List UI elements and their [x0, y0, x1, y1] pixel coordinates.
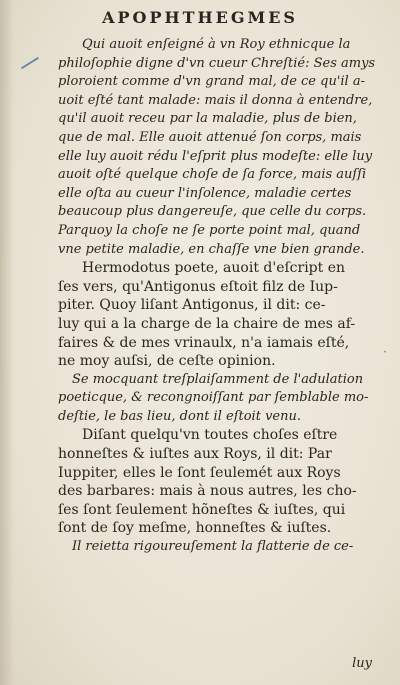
text-line: Iuppiter, elles le ſont ſeulemét aux Roys: [58, 464, 341, 481]
text-line: Diſant quelqu'vn toutes choſes eſtre: [82, 427, 338, 444]
text-line: des barbares: mais à nous autres, les cho-: [58, 483, 357, 500]
text-line: Parquoy la choſe ne ſe porte point mal, quand: [58, 222, 361, 238]
text-line: Se mocquant treſplaiſamment de l'adulation: [72, 371, 364, 387]
text-line: poeticque, & recongnoiſſant par ſemblable mo-: [58, 390, 369, 406]
text-line: qu'il auoit receu par la maladie, plus de bien,: [58, 111, 357, 127]
text-line: philoſophie digne d'vn cueur Chreſtié: Ses amys: [58, 55, 376, 71]
running-header: APOPHTHEGMES: [102, 8, 298, 27]
margin-mark: ·: [383, 345, 388, 360]
text-line: elle oſta au cueur l'inſolence, maladie certes: [58, 185, 352, 201]
text-line: ſont de ſoy meſme, honneſtes & iuſtes.: [58, 520, 332, 537]
text-line: piter. Quoy liſant Antigonus, il dit: ce-: [58, 297, 326, 314]
text-line: luy qui a la charge de la chaire de mes af-: [58, 315, 356, 332]
text-line: que de mal. Elle auoit attenué ſon corps, mais: [58, 129, 362, 145]
text-line: Il reietta rigoureuſement la flatterie de ce-: [72, 539, 354, 555]
ink-pen-mark: [21, 57, 39, 69]
text-line: vne petite maladie, en chaſſe vne bien grande.: [58, 241, 365, 257]
text-line: ploroient comme d'vn grand mal, de ce qu'il a-: [58, 74, 365, 90]
text-line: Qui auoit enſeigné à vn Roy ethnicque la: [82, 37, 351, 52]
text-line: Hermodotus poete, auoit d'eſcript en: [82, 260, 346, 277]
body-text: [58, 36, 380, 557]
text-line: honneſtes & iuſtes aux Roys, il dit: Par: [58, 446, 332, 463]
text-line: deſtie, le bas lieu, dont il eſtoit venu.: [58, 408, 301, 424]
text-line: beaucoup plus dangereuſe, que celle du corps.: [58, 204, 367, 220]
text-line: ſes ſont ſeulement hõneſtes & iuſtes, qui: [58, 501, 346, 518]
catchword: luy: [352, 656, 372, 671]
text-line: auoit oſté quelque choſe de ſa force, mais auſſi: [58, 167, 367, 183]
text-line: ne moy auſsi, de ceſte opinion.: [58, 353, 276, 370]
text-line: elle luy auoit rédu l'eſprit plus modeſte: elle luy: [58, 148, 373, 164]
text-line: uoit eſté tant malade: mais il donna à entendre,: [58, 92, 373, 108]
text-line: ſes vers, qu'Antigonus eſtoit filz de Iup-: [58, 278, 338, 295]
page-gutter-shadow: [0, 0, 14, 685]
text-line: faires & de mes vrinaulx, n'a iamais eſté,: [58, 334, 350, 351]
